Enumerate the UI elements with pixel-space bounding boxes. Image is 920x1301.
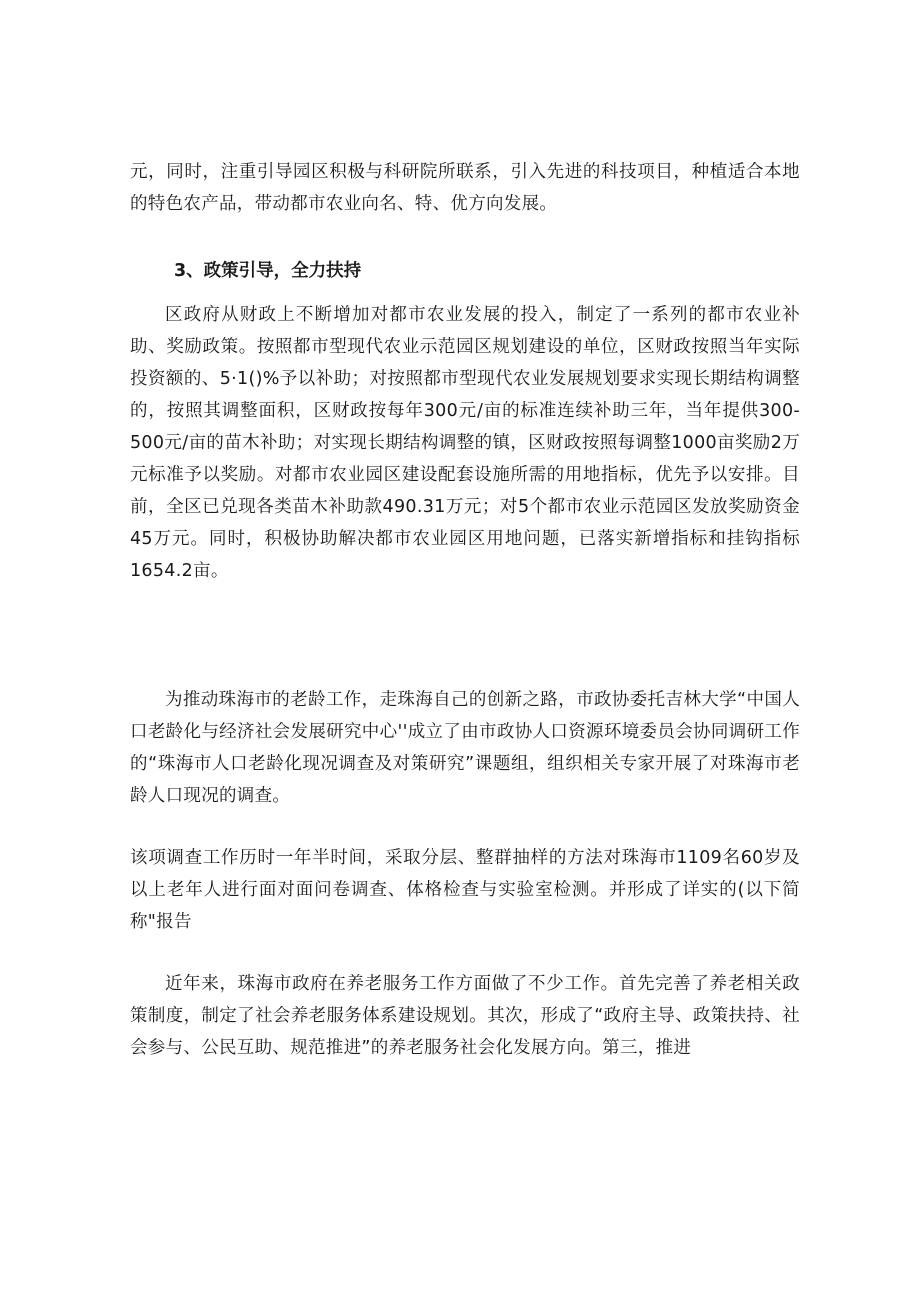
paragraph-elderly-services: 近年来，珠海市政府在养老服务工作方面做了不少工作。首先完善了养老相关政策制度，制定了社会养老服务体系建设规划。其次，形成了“政府主导、政策扶持、社会参与、公民互助、规范推进”的养老服务社会化发展方向。第三，推进: [130, 974, 800, 1058]
paragraph-aging-research: 为推动珠海市的老龄工作，走珠海自己的创新之路，市政协委托吉林大学“中国人口老龄化与经济社会发展研究中心''成立了由市政协人口资源环境委员会协同调研工作的“珠海市人口老龄化现况调查及对策研究”课题组，组织相关专家开展了对珠海市老龄人口现况的调查。: [130, 690, 800, 806]
paragraph-agricultural-subsidies: 区政府从财政上不断增加对都市农业发展的投入，制定了一系列的都市农业补助、奖励政策。按照都市型现代农业示范园区规划建设的单位，区财政按照当年实际投资额的、5·1()%予以补助；对按照都市型现代农业发展规划要求实现长期结构调整的，按照其调整面积，区财政按每年300元/亩的标准连续补助三年，当年提供300-500元/亩的苗木补助；对实现长期结构调整的镇，区财政按照每调整1000亩奖励2万元标准予以奖励。对都市农业园区建设配套设施所需的用地指标，优先予以安排。目前，全区已兑现各类苗木补助款490.31万元；对5个都市农业示范园区发放奖励资金45万元。同时，积极协助解决都市农业园区用地问题，已落实新增指标和挂钩指标1654.2亩。: [130, 305, 800, 581]
section-heading-policy-support: 3、政策引导，全力扶持: [174, 261, 362, 281]
paragraph-continuation: 元，同时，注重引导园区积极与科研院所联系，引入先进的科技项目，种植适合本地的特色农产品，带动都市农业向名、特、优方向发展。: [130, 162, 800, 214]
paragraph-survey: 该项调查工作历时一年半时间，采取分层、整群抽样的方法对珠海市1109名60岁及以上老年人进行面对面问卷调查、体格检查与实验室检测。并形成了详实的(以下简称"报告: [130, 848, 800, 932]
